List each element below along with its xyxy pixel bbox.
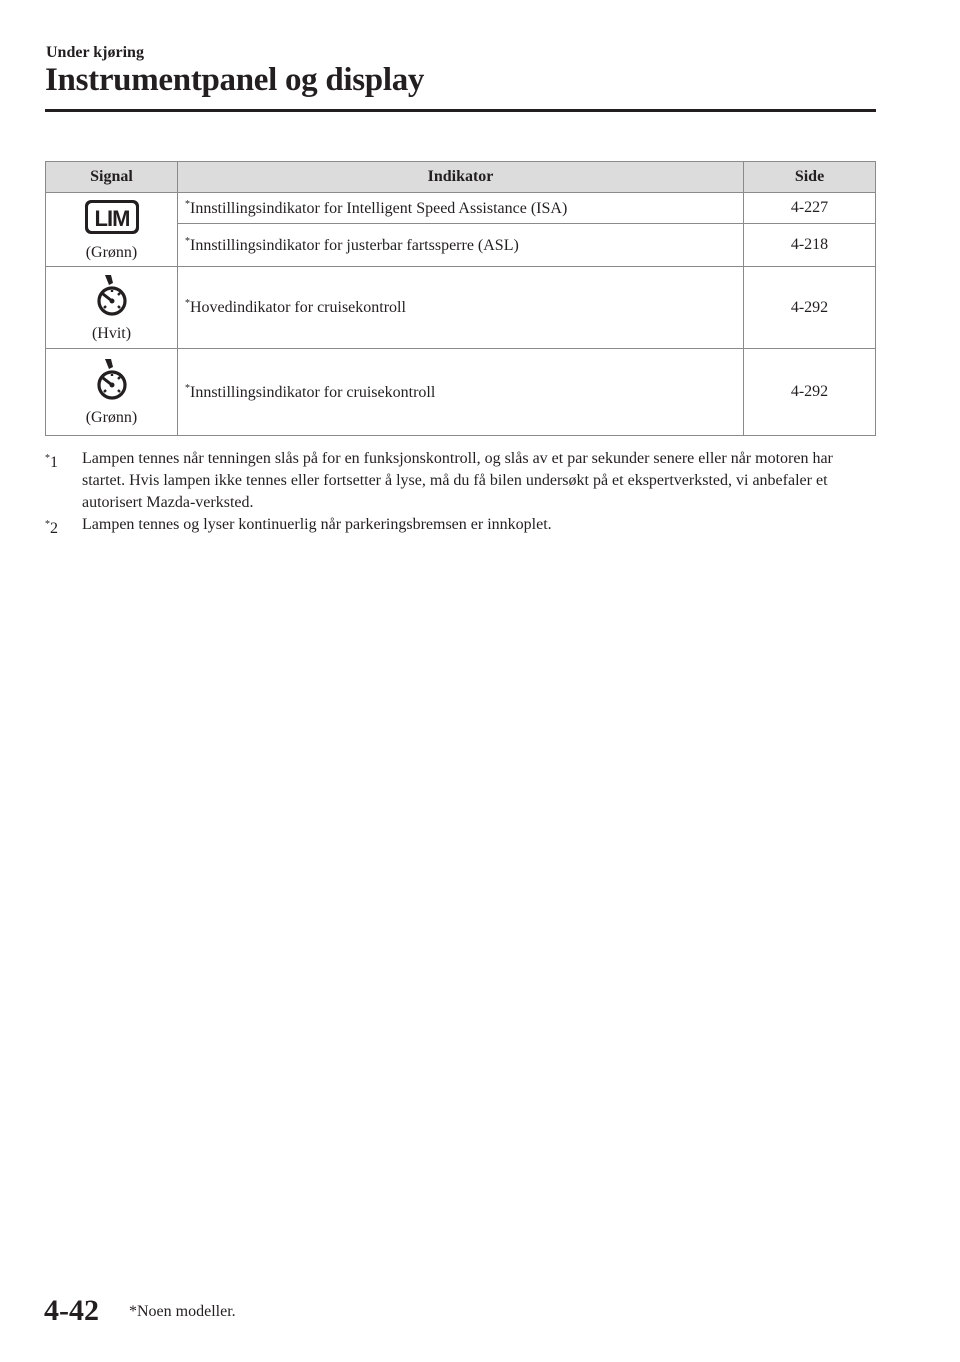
- table-row: [46, 267, 876, 349]
- signal-cell: [46, 193, 178, 267]
- indicator-cell: [178, 193, 744, 224]
- signal-cell: [46, 267, 178, 349]
- table-row: [46, 193, 876, 224]
- section-label: Under kjøring: [46, 44, 144, 61]
- cruise-control-icon: [90, 273, 134, 317]
- signal-color-label: (Grønn): [85, 243, 138, 261]
- indicator-cell: [178, 224, 744, 267]
- table-header-row: [46, 162, 876, 193]
- indicator-text: Hovedindikator for cruisekontroll: [190, 299, 406, 316]
- lim-icon: [83, 198, 141, 236]
- title-rule: [45, 109, 876, 112]
- footnote-text: Lampen tennes når tenningen slås på for en funksjonskontroll, og slås av et par sekunder senere eller når motoren har startet. Hvis lampen ikke tennes eller fortsetter å lyse, må du få bilen undersøkt på et ekspertverksted, vi anbefaler et autorisert Mazda-verksted.: [82, 450, 833, 511]
- footnote-marker: *1: [45, 453, 58, 471]
- table-row: [46, 349, 876, 436]
- indicator-cell: [178, 349, 744, 436]
- header-signal: Signal: [46, 162, 178, 193]
- page-title: Instrumentpanel og display: [45, 62, 425, 98]
- header-indicator: Indikator: [178, 162, 744, 193]
- model-star: *: [185, 235, 190, 247]
- indicator-cell: [178, 267, 744, 349]
- footnote-marker: *2: [45, 519, 58, 537]
- indicator-text: Innstillingsindikator for Intelligent Speed Assistance (ISA): [190, 199, 568, 217]
- signal-color-label: (Hvit): [91, 324, 132, 342]
- header-side: Side: [744, 162, 876, 193]
- footnote-item: [45, 514, 845, 540]
- side-cell: 4-292: [744, 267, 876, 349]
- side-cell: 4-227: [744, 193, 876, 224]
- cruise-control-icon: [90, 357, 134, 401]
- footnote-item: [45, 448, 845, 514]
- page-number: 4-42: [44, 1294, 99, 1327]
- side-cell: 4-292: [744, 349, 876, 436]
- footer-note: *Noen modeller.: [129, 1303, 236, 1320]
- indicator-text: Innstillingsindikator for justerbar fartssperre (ASL): [190, 236, 519, 254]
- model-star: *: [185, 382, 190, 394]
- signal-table: [45, 161, 876, 436]
- indicator-text: Innstillingsindikator for cruisekontroll: [190, 383, 436, 401]
- footnote-text: Lampen tennes og lyser kontinuerlig når parkeringsbremsen er innkoplet.: [82, 516, 552, 533]
- footnotes: [45, 448, 845, 540]
- model-star: *: [185, 198, 190, 210]
- svg-text:LIM: LIM: [94, 205, 129, 231]
- model-star: *: [185, 298, 190, 309]
- signal-cell: [46, 349, 178, 436]
- side-cell: 4-218: [744, 224, 876, 267]
- signal-color-label: (Grønn): [85, 409, 138, 426]
